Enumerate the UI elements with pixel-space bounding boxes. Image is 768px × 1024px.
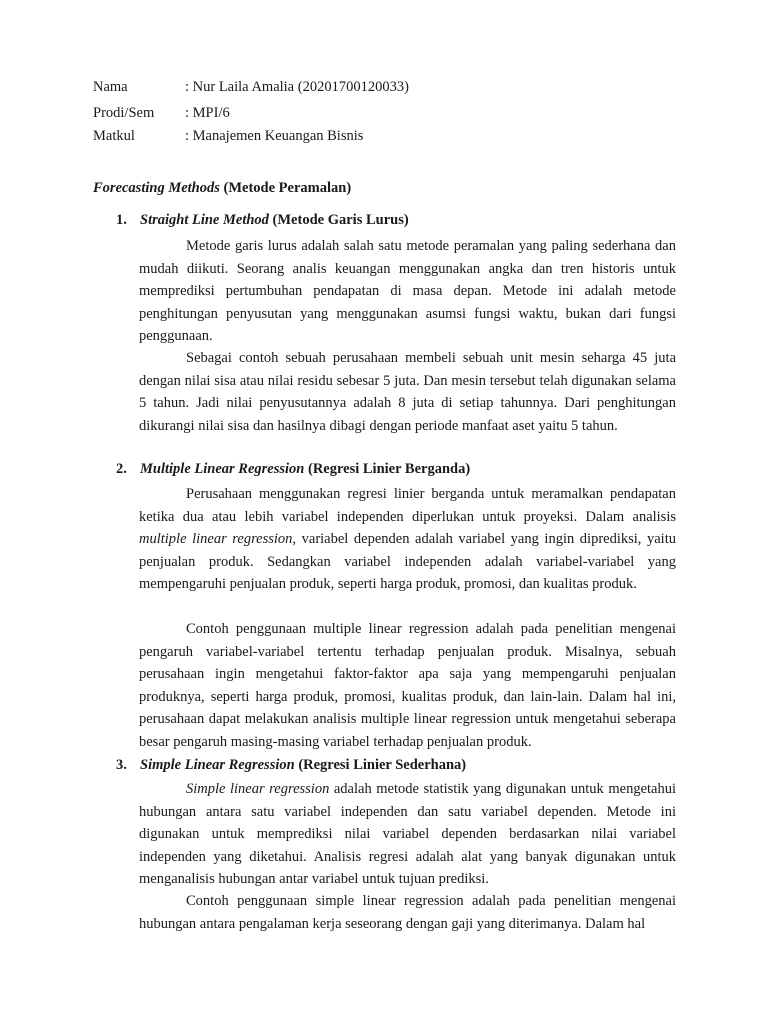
title-normal: (Metode Peramalan) bbox=[219, 180, 352, 196]
prodi-label: Prodi/Sem bbox=[93, 105, 155, 121]
section-2-number: 2. bbox=[116, 461, 127, 477]
section-2-title-italic: Multiple Linear Regression bbox=[140, 461, 305, 477]
section-3-paragraph-2: Contoh penggunaan simple linear regression adalah pada penelitian mengenai hubungan antara pengalaman kerja seseorang dengan gaji yang diterimanya. Dalam hal bbox=[139, 893, 676, 932]
section-2-title-normal: (Regresi Linier Berganda) bbox=[304, 461, 471, 477]
section-3-paragraph-1 bbox=[139, 778, 676, 891]
name-value: : Nur Laila Amalia (20201700120033) bbox=[185, 79, 409, 95]
section-2-paragraph-1 bbox=[139, 483, 676, 596]
section-1-title-normal: (Metode Garis Lurus) bbox=[268, 212, 409, 228]
section-1-paragraph-1: Metode garis lurus adalah salah satu metode peramalan yang paling sederhana dan mudah diikuti. Seorang analis keuangan menggunakan angka dan tren historis untuk memprediksi pertumbuhan pendapatan di masa depan. Metode ini adalah metode penghitungan penyusutan yang menggunakan asumsi fungsi waktu, bukan dari fungsi penggunaan. bbox=[139, 238, 676, 345]
section-3-p1-text: adalah metode statistik yang digunakan untuk mengetahui hubungan antara satu variabel independen dan satu variabel dependen. Metode ini digunakan untuk memprediksi nilai variabel dependen berdasarkan nilai variabel independen yang diketahui. Analisis regresi adalah alat yang banyak digunakan untuk menganalisis hubungan antar variabel untuk tujuan prediksi. bbox=[139, 781, 676, 888]
section-2-paragraph-2: Contoh penggunaan multiple linear regression adalah pada penelitian mengenai pengaruh variabel-variabel tertentu terhadap penjualan produk. Misalnya, sebuah perusahaan ingin mengetahui faktor-faktor apa saja yang mempengaruhi penjualan produknya, seperti harga produk, promosi, kualitas produk, dan lain-lain. Dalam hal ini, perusahaan dapat melakukan analisis multiple linear regression untuk mengetahui seberapa besar pengaruh masing-masing variabel terhadap penjualan produk. bbox=[139, 621, 676, 750]
matkul-label: Matkul bbox=[93, 128, 135, 144]
matkul-value: : Manajemen Keuangan Bisnis bbox=[185, 128, 364, 144]
section-3-number: 3. bbox=[116, 757, 127, 773]
section-1-heading bbox=[116, 212, 409, 229]
section-1-paragraph-2: Sebagai contoh sebuah perusahaan membeli sebuah unit mesin seharga 45 juta dengan nilai sisa atau nilai residu sebesar 5 juta. Dan mesin tersebut telah digunakan selama 5 tahun. Jadi nilai penyusutannya adalah 8 juta di setiap tahunnya. Dari penghitungan dikurangi nilai sisa dan hasilnya dibagi dengan periode manfaat aset yaitu 5 tahun. bbox=[139, 350, 676, 434]
section-1-title-italic: Straight Line Method bbox=[140, 212, 269, 228]
section-2-p1-text-a: Perusahaan menggunakan regresi linier berganda untuk meramalkan pendapatan ketika dua atau lebih variabel independen diperlukan untuk proyeksi. Dalam analisis bbox=[139, 486, 676, 525]
section-2-p1-text-b: , variabel dependen adalah variabel yang ingin diprediksi, yaitu penjualan produk. Sedangkan variabel independen adalah variabel-variabel yang mempengaruhi penjualan produk, seperti harga produk, promosi, dan kualitas produk. bbox=[139, 531, 676, 593]
section-3-title-normal: (Regresi Linier Sederhana) bbox=[294, 757, 467, 773]
name-label: Nama bbox=[93, 79, 128, 95]
document-title bbox=[93, 180, 351, 197]
section-2-p1-italic: multiple linear regression bbox=[139, 531, 293, 548]
section-3-title-italic: Simple Linear Regression bbox=[140, 757, 295, 773]
section-3-heading bbox=[116, 757, 466, 774]
prodi-value: : MPI/6 bbox=[185, 105, 230, 121]
section-2-heading bbox=[116, 461, 470, 478]
title-italic: Forecasting Methods bbox=[93, 180, 220, 196]
section-1-number: 1. bbox=[116, 212, 127, 228]
section-3-p1-italic: Simple linear regression bbox=[186, 781, 330, 797]
